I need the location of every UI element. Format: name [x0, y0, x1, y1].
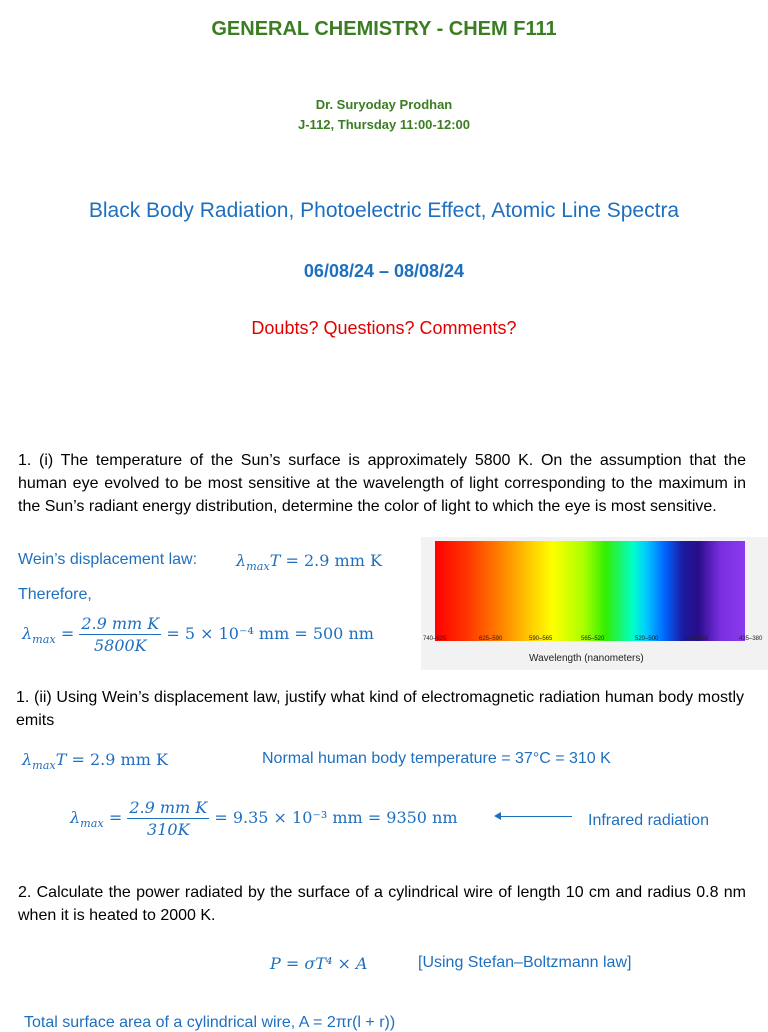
tick-label: 520–500 [635, 636, 659, 642]
doubts-prompt: Doubts? Questions? Comments? [251, 318, 517, 338]
therefore-label: Therefore, [18, 586, 92, 603]
tick-label: 500–435 [685, 636, 709, 642]
tick-label: 435–380 [739, 636, 763, 642]
stefan-boltzmann-note: [Using Stefan–Boltzmann law] [418, 954, 632, 971]
question-1ii-text: 1. (ii) Using Wein’s displacement law, justify what kind of electromagnetic radiation human body mostly emits [16, 689, 744, 729]
spectrum-figure [421, 537, 768, 670]
lambda-max-body-equation: $\lambda_{max}$ = $\frac{\text{2.9 mm K}}{310K}$ = 9.35 × 10⁻³ mm = 9350 nm [70, 798, 458, 839]
instructor-name: Dr. Suryoday Prodhan [315, 97, 453, 112]
body-result: = 9.35 × 10⁻³ mm = 9350 nm [214, 808, 458, 827]
sun-result: = 5 × 10⁻⁴ mm = 500 nm [166, 624, 374, 643]
office-hours: J-112, Thursday 11:00-12:00 [298, 117, 470, 132]
question-2-text: 2. Calculate the power radiated by the surface of a cylindrical wire of length 10 cm and radius 0.8 nm when it is heated to 2000 K. [18, 884, 746, 924]
tick-label: 565–520 [581, 636, 605, 642]
course-title: GENERAL CHEMISTRY - CHEM F111 [211, 18, 557, 40]
wein-law-equation: $\lambda_{max}T = 2.9$ mm K [236, 551, 382, 574]
fraction-denominator: 5800K [93, 636, 147, 655]
infrared-annotation: Infrared radiation [588, 812, 709, 829]
wein-law-label: Wein’s displacement law: [18, 551, 198, 568]
stefan-boltzmann-equation: P = σT⁴ × A [270, 954, 368, 973]
visible-spectrum-gradient [435, 541, 745, 641]
fraction-denominator: 310K [147, 820, 190, 839]
tick-label: 625–590 [479, 636, 503, 642]
left-arrow [494, 816, 572, 817]
question-1i-text: 1. (i) The temperature of the Sun’s surface is approximately 5800 K. On the assumption that the human eye evolved to be most sensitive at the wavelength of light corresponding to the maximum in the Sun’s radiant energy distribution, determine the color of light to which the eye is most sensitive. [18, 452, 746, 515]
lecture-title: Black Body Radiation, Photoelectric Effect, Atomic Line Spectra [88, 199, 680, 222]
body-temperature: Normal human body temperature = 37°C = 310 K [262, 750, 611, 767]
tick-label: 740–625 [423, 636, 447, 642]
lecture-dates: 06/08/24 – 08/08/24 [303, 261, 465, 281]
lambda-max-sun-equation: $\lambda_{max}$ = $\frac{\text{2.9 mm K}}{5800K}$ = 5 × 10⁻⁴ mm = 500 nm [22, 614, 374, 655]
wein-law-equation-2: $\lambda_{max}T = 2.9$ mm K [22, 750, 168, 773]
fraction-numerator: 2.9 mm K [81, 614, 160, 633]
spectrum-axis-label: Wavelength (nanometers) [529, 653, 644, 664]
tick-label: 590–565 [529, 636, 553, 642]
surface-area-partial: Total surface area of a cylindrical wire, A = 2πr(l + r)) [24, 1014, 396, 1031]
fraction-numerator: 2.9 mm K [129, 798, 208, 817]
